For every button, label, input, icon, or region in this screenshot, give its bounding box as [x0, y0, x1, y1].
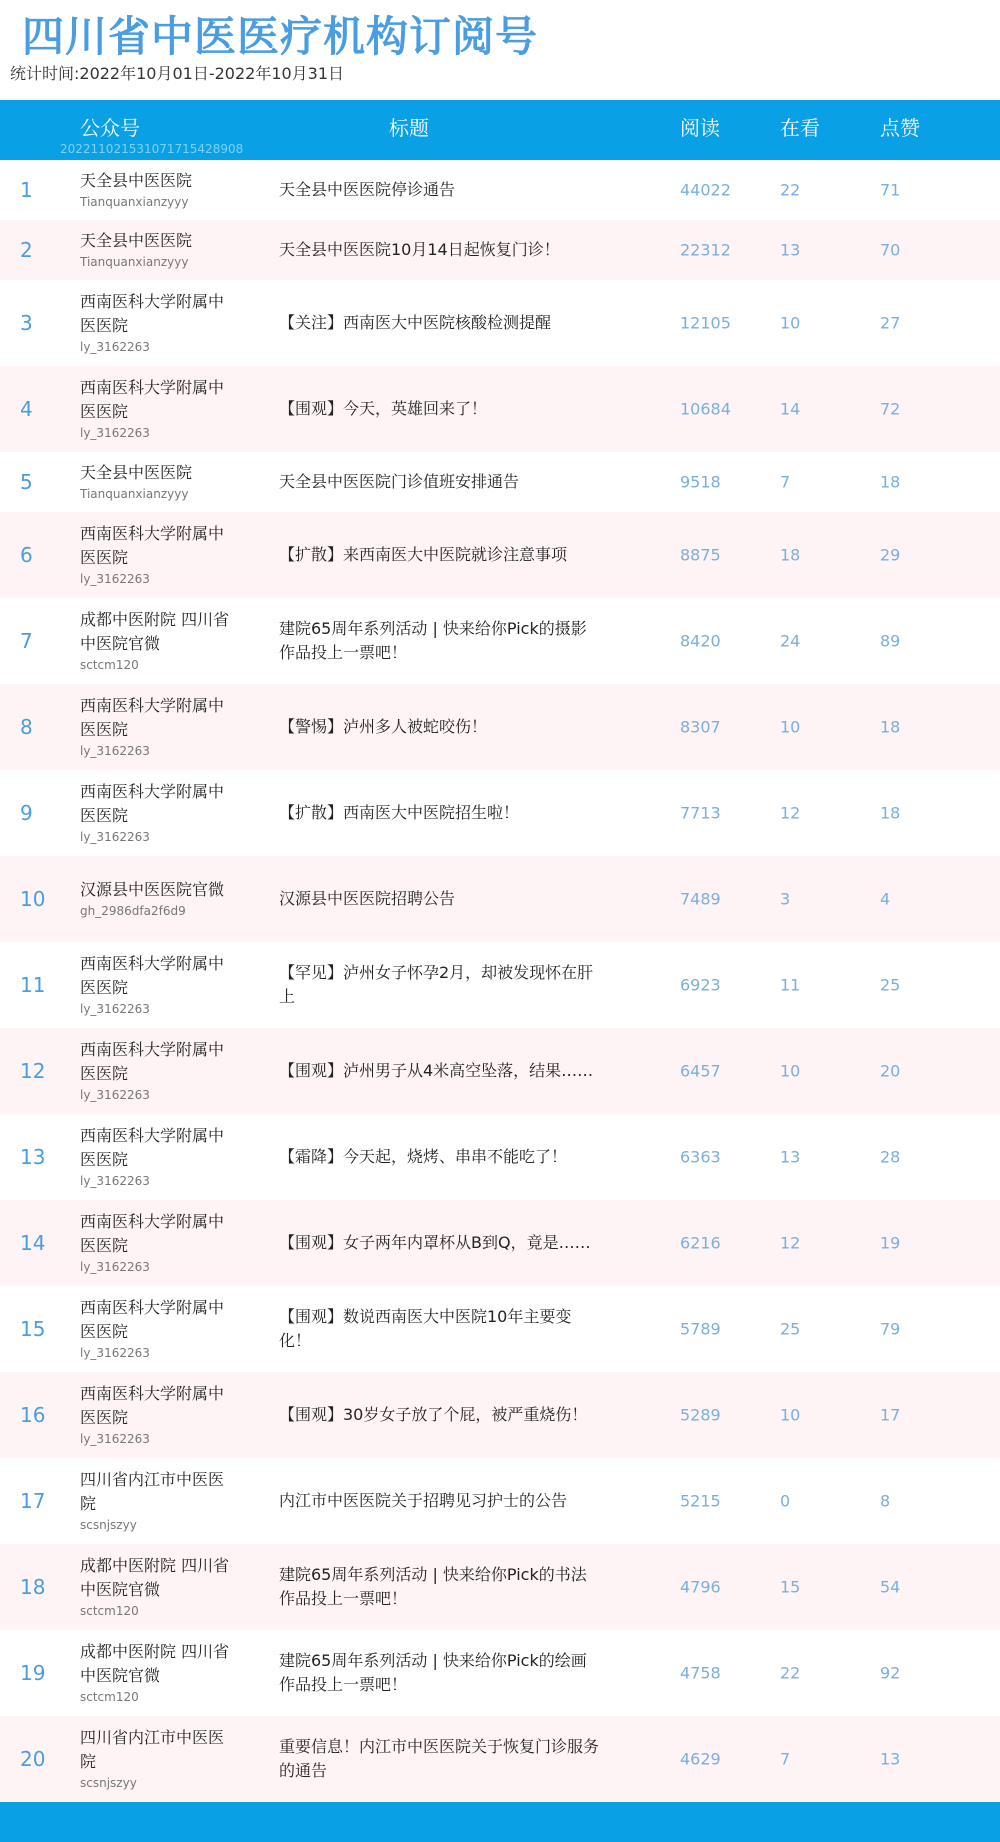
article-title: 【围观】泸州男子从4米高空坠落，结果……: [279, 1061, 594, 1080]
account-id: sctcm120: [80, 658, 139, 672]
watch-count: 25: [780, 1319, 801, 1339]
watch-count: 12: [780, 1233, 801, 1253]
table-row: [0, 160, 1000, 220]
table-row: [0, 1458, 1000, 1544]
row-account: [80, 1038, 230, 1104]
table-row: [0, 1286, 1000, 1372]
like-count: 8: [880, 1491, 891, 1511]
account-name: 四川省内江市中医医院: [80, 1470, 225, 1513]
account-id: scsnjszyy: [80, 1776, 137, 1790]
article-title: 建院65周年系列活动 | 快来给你Pick的书法作品投上一票吧！: [279, 1565, 587, 1608]
account-id: ly_3162263: [80, 1002, 150, 1016]
row-rank: 7: [20, 629, 33, 653]
row-rank: 6: [20, 543, 33, 567]
watch-count: 15: [780, 1577, 801, 1597]
article-title: 【关注】西南医大中医院核酸检测提醒: [279, 313, 552, 332]
account-id: gh_2986dfa2f6d9: [80, 904, 186, 918]
watch-count: 3: [780, 889, 791, 909]
row-rank: 11: [20, 973, 46, 997]
account-name: 西南医科大学附属中医医院: [80, 1298, 225, 1341]
account-id: ly_3162263: [80, 830, 150, 844]
watch-count: 14: [780, 399, 801, 419]
table-row: [0, 770, 1000, 856]
row-rank: 16: [20, 1403, 46, 1427]
read-count: 44022: [680, 180, 731, 200]
table-row: [0, 1200, 1000, 1286]
article-title: 【围观】今天，英雄回来了！: [279, 399, 488, 418]
like-count: 79: [880, 1319, 901, 1339]
row-account: [80, 1210, 230, 1276]
read-count: 7713: [680, 803, 721, 823]
account-name: 天全县中医医院: [80, 231, 193, 250]
account-name: 西南医科大学附属中医医院: [80, 1384, 225, 1427]
like-count: 89: [880, 631, 901, 651]
table-row: [0, 856, 1000, 942]
header-watch: 在看: [780, 116, 820, 140]
account-name: 天全县中医医院: [80, 171, 193, 190]
read-count: 4758: [680, 1663, 721, 1683]
like-count: 28: [880, 1147, 901, 1167]
row-rank: 3: [20, 311, 33, 335]
table-row: [0, 1114, 1000, 1200]
row-rank: 8: [20, 715, 33, 739]
table-row: [0, 452, 1000, 512]
row-rank: 15: [20, 1317, 46, 1341]
table-row: [0, 598, 1000, 684]
row-rank: 19: [20, 1661, 46, 1685]
row-rank: 2: [20, 238, 33, 262]
account-id: ly_3162263: [80, 572, 150, 586]
like-count: 20: [880, 1061, 901, 1081]
read-count: 6363: [680, 1147, 721, 1167]
row-rank: 5: [20, 470, 33, 494]
article-title: 【围观】女子两年内罩杯从B到Q，竟是……: [279, 1233, 591, 1252]
account-name: 成都中医附院 四川省中医院官微: [80, 610, 230, 653]
read-count: 5789: [680, 1319, 721, 1339]
read-count: 12105: [680, 313, 731, 333]
account-name: 汉源县中医医院官微: [80, 880, 225, 899]
row-rank: 1: [20, 178, 33, 202]
row-rank: 13: [20, 1145, 46, 1169]
header-like: 点赞: [880, 116, 920, 140]
page-title: 四川省中医医疗机构订阅号: [22, 12, 539, 61]
read-count: 8875: [680, 545, 721, 565]
watch-count: 10: [780, 1405, 801, 1425]
row-account: [80, 780, 230, 846]
account-id: Tianquanxianzyyy: [80, 487, 189, 501]
account-id: ly_3162263: [80, 1432, 150, 1446]
row-account: [80, 1382, 230, 1448]
table-row: [0, 1630, 1000, 1716]
watch-count: 12: [780, 803, 801, 823]
header-account: 公众号: [80, 116, 140, 140]
read-count: 22312: [680, 240, 731, 260]
row-rank: 4: [20, 397, 33, 421]
article-title: 【霜降】今天起，烧烤、串串不能吃了！: [279, 1147, 568, 1166]
account-name: 西南医科大学附属中医医院: [80, 1212, 225, 1255]
row-rank: 17: [20, 1489, 46, 1513]
row-account: [80, 461, 230, 503]
row-account: [80, 290, 230, 356]
watch-count: 10: [780, 313, 801, 333]
like-count: 18: [880, 472, 901, 492]
account-name: 成都中医附院 四川省中医院官微: [80, 1556, 230, 1599]
read-count: 6923: [680, 975, 721, 995]
account-id: ly_3162263: [80, 426, 150, 440]
article-title: 内江市中医医院关于招聘见习护士的公告: [279, 1491, 568, 1510]
row-rank: 20: [20, 1747, 46, 1771]
account-name: 西南医科大学附属中医医院: [80, 524, 225, 567]
account-id: sctcm120: [80, 1604, 139, 1618]
account-name: 西南医科大学附属中医医院: [80, 782, 225, 825]
watch-count: 18: [780, 545, 801, 565]
row-account: [80, 229, 230, 271]
read-count: 4629: [680, 1749, 721, 1769]
account-name: 西南医科大学附属中医医院: [80, 954, 225, 997]
row-account: [80, 522, 230, 588]
account-name: 天全县中医医院: [80, 463, 193, 482]
row-account: [80, 1296, 230, 1362]
like-count: 71: [880, 180, 901, 200]
table-row: [0, 220, 1000, 280]
watch-count: 10: [780, 1061, 801, 1081]
watch-count: 13: [780, 1147, 801, 1167]
account-name: 西南医科大学附属中医医院: [80, 1126, 225, 1169]
row-account: [80, 1726, 230, 1792]
row-account: [80, 1468, 230, 1534]
table-row: [0, 1372, 1000, 1458]
table-row: [0, 280, 1000, 366]
like-count: 27: [880, 313, 901, 333]
like-count: 25: [880, 975, 901, 995]
row-rank: 18: [20, 1575, 46, 1599]
account-name: 西南医科大学附属中医医院: [80, 1040, 225, 1083]
account-id: ly_3162263: [80, 1346, 150, 1360]
watch-count: 7: [780, 1749, 791, 1769]
table-row: [0, 942, 1000, 1028]
account-id: ly_3162263: [80, 744, 150, 758]
row-account: [80, 952, 230, 1018]
table-row: [0, 366, 1000, 452]
read-count: 9518: [680, 472, 721, 492]
read-count: 5215: [680, 1491, 721, 1511]
account-id: Tianquanxianzyyy: [80, 255, 189, 269]
like-count: 29: [880, 545, 901, 565]
row-account: [80, 169, 230, 211]
account-id: scsnjszyy: [80, 1518, 137, 1532]
watch-count: 22: [780, 1663, 801, 1683]
article-title: 天全县中医医院10月14日起恢复门诊！: [279, 240, 560, 259]
row-account: [80, 878, 230, 920]
read-count: 8420: [680, 631, 721, 651]
account-name: 西南医科大学附属中医医院: [80, 696, 225, 739]
watch-count: 13: [780, 240, 801, 260]
article-title: 【扩散】西南医大中医院招生啦！: [279, 803, 520, 822]
like-count: 18: [880, 717, 901, 737]
row-account: [80, 1554, 230, 1620]
account-name: 西南医科大学附属中医医院: [80, 292, 225, 335]
article-title: 汉源县中医医院招聘公告: [279, 889, 456, 908]
account-name: 成都中医附院 四川省中医院官微: [80, 1642, 230, 1685]
like-count: 92: [880, 1663, 901, 1683]
table-row: [0, 684, 1000, 770]
table-row: [0, 512, 1000, 598]
header-read: 阅读: [680, 116, 720, 140]
table-header: [0, 100, 1000, 160]
row-rank: 14: [20, 1231, 46, 1255]
read-count: 5289: [680, 1405, 721, 1425]
row-account: [80, 1124, 230, 1190]
account-id: Tianquanxianzyyy: [80, 195, 189, 209]
row-rank: 10: [20, 887, 46, 911]
watch-count: 0: [780, 1491, 791, 1511]
article-title: 【警惕】泸州多人被蛇咬伤！: [279, 717, 488, 736]
row-account: [80, 376, 230, 442]
footer-bar: [0, 1802, 1000, 1842]
watch-count: 7: [780, 472, 791, 492]
like-count: 19: [880, 1233, 901, 1253]
account-id: sctcm120: [80, 1690, 139, 1704]
like-count: 4: [880, 889, 891, 909]
stats-period: 统计时间:2022年10月01日-2022年10月31日: [10, 64, 345, 83]
read-count: 10684: [680, 399, 731, 419]
like-count: 70: [880, 240, 901, 260]
account-id: ly_3162263: [80, 1174, 150, 1188]
row-rank: 9: [20, 801, 33, 825]
article-title: 【罕见】泸州女子怀孕2月，却被发现怀在肝上: [279, 963, 594, 1006]
article-title: 重要信息！内江市中医医院关于恢复门诊服务的通告: [279, 1737, 600, 1780]
account-name: 四川省内江市中医医院: [80, 1728, 225, 1771]
like-count: 54: [880, 1577, 901, 1597]
table-row: [0, 1716, 1000, 1802]
account-name: 西南医科大学附属中医医院: [80, 378, 225, 421]
table-row: [0, 1544, 1000, 1630]
row-account: [80, 608, 230, 674]
account-id: ly_3162263: [80, 340, 150, 354]
article-title: 天全县中医医院停诊通告: [279, 180, 456, 199]
read-count: 4796: [680, 1577, 721, 1597]
watch-count: 10: [780, 717, 801, 737]
like-count: 13: [880, 1749, 901, 1769]
article-title: 【扩散】来西南医大中医院就诊注意事项: [279, 545, 568, 564]
watch-count: 11: [780, 975, 801, 995]
row-rank: 12: [20, 1059, 46, 1083]
read-count: 6216: [680, 1233, 721, 1253]
ranking-table: [0, 160, 1000, 1802]
read-count: 6457: [680, 1061, 721, 1081]
article-title: 天全县中医医院门诊值班安排通告: [279, 472, 520, 491]
header-watermark: 202211021531071715428908: [60, 142, 244, 156]
like-count: 72: [880, 399, 901, 419]
article-title: 建院65周年系列活动 | 快来给你Pick的绘画作品投上一票吧！: [279, 1651, 587, 1694]
read-count: 7489: [680, 889, 721, 909]
article-title: 建院65周年系列活动 | 快来给你Pick的摄影作品投上一票吧！: [279, 619, 587, 662]
article-title: 【围观】30岁女子放了个屁，被严重烧伤！: [279, 1405, 588, 1424]
account-id: ly_3162263: [80, 1088, 150, 1102]
watch-count: 22: [780, 180, 801, 200]
read-count: 8307: [680, 717, 721, 737]
header-title: 标题: [389, 116, 429, 140]
like-count: 18: [880, 803, 901, 823]
row-account: [80, 694, 230, 760]
article-title: 【围观】数说西南医大中医院10年主要变化！: [279, 1307, 572, 1350]
row-account: [80, 1640, 230, 1706]
watch-count: 24: [780, 631, 801, 651]
table-row: [0, 1028, 1000, 1114]
like-count: 17: [880, 1405, 901, 1425]
account-id: ly_3162263: [80, 1260, 150, 1274]
